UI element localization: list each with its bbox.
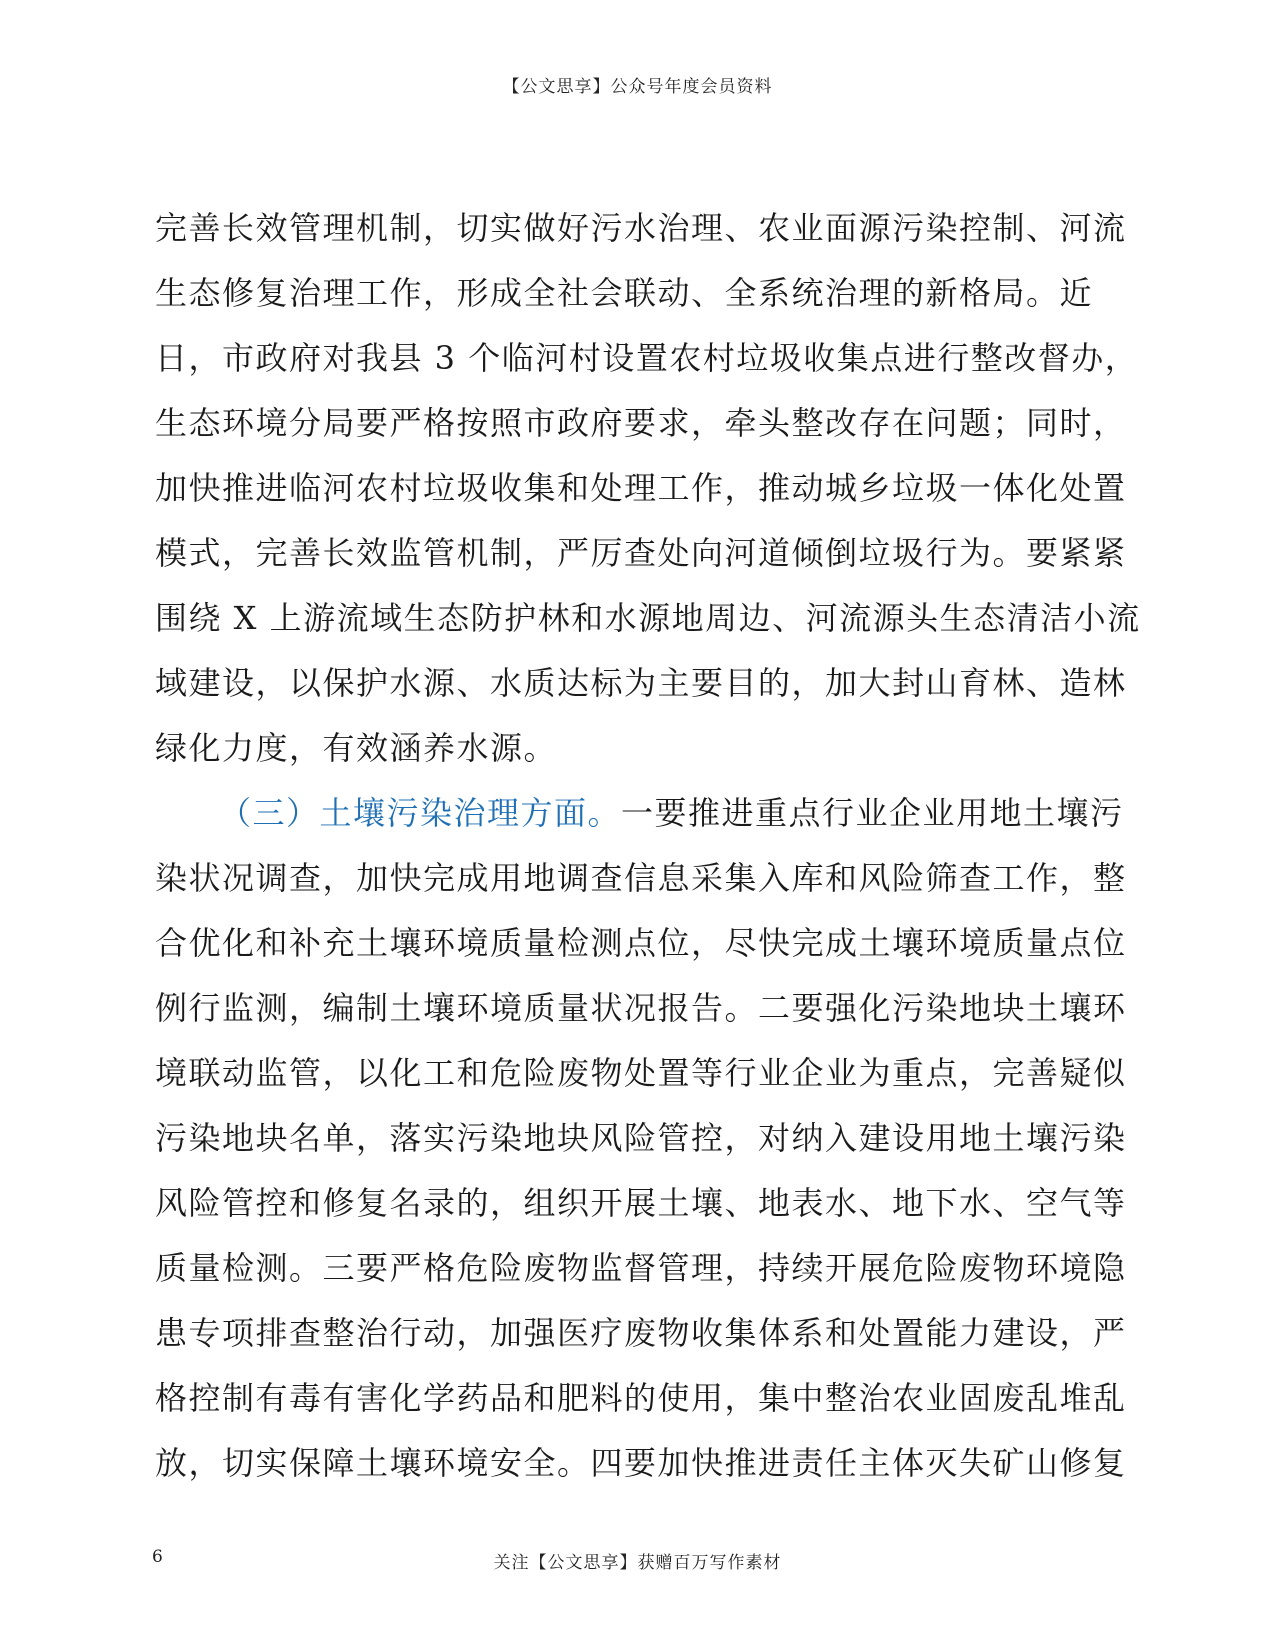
section-heading: （三）土壤污染治理方面。 [219, 794, 622, 832]
paragraph-line: 污染地块名单，落实污染地块风险管控，对纳入建设用地土壤污染 [155, 1119, 1127, 1157]
page-header: 【公文思享】公众号年度会员资料 [502, 77, 773, 97]
paragraph-line: 合优化和补充土壤环境质量检测点位，尽快完成土壤环境质量点位 [155, 924, 1127, 962]
paragraph-line: 放，切实保障土壤环境安全。四要加快推进责任主体灭失矿山修复 [155, 1444, 1127, 1482]
paragraph-line: 域建设，以保护水源、水质达标为主要目的，加大封山育林、造林 [155, 664, 1127, 702]
paragraph-line: 风险管控和修复名录的，组织开展土壤、地表水、地下水、空气等 [155, 1184, 1127, 1222]
paragraph-line: 加快推进临河农村垃圾收集和处理工作，推动城乡垃圾一体化处置 [155, 469, 1127, 507]
paragraph-line: 完善长效管理机制，切实做好污水治理、农业面源污染控制、河流 [155, 209, 1127, 247]
paragraph-line: 围绕 X 上游流域生态防护林和水源地周边、河流源头生态清洁小流 [155, 599, 1141, 637]
body-text [155, 196, 1141, 1496]
paragraph-line: 例行监测，编制土壤环境质量状况报告。二要强化污染地块土壤环 [155, 989, 1127, 1027]
page-footer: 关注【公文思享】获赠百万写作素材 [493, 1553, 782, 1573]
paragraph-line: 格控制有毒有害化学药品和肥料的使用，集中整治农业固废乱堆乱 [155, 1379, 1127, 1417]
paragraph-line: 染状况调查，加快完成用地调查信息采集入库和风险筛查工作，整 [155, 859, 1127, 897]
paragraph-line: 模式，完善长效监管机制，严厉查处向河道倾倒垃圾行为。要紧紧 [155, 534, 1127, 572]
section-first-line [155, 781, 1124, 846]
page-number: 6 [152, 1547, 163, 1567]
paragraph-line: 绿化力度，有效涵养水源。 [155, 729, 558, 767]
paragraph-line: 质量检测。三要严格危险废物监督管理，持续开展危险废物环境隐 [155, 1249, 1127, 1287]
paragraph-line: 日，市政府对我县 3 个临河村设置农村垃圾收集点进行整改督办， [155, 339, 1139, 377]
paragraph-line: 生态修复治理工作，形成全社会联动、全系统治理的新格局。近 [155, 274, 1094, 312]
paragraph-line: 生态环境分局要严格按照市政府要求，牵头整改存在问题；同时， [155, 404, 1127, 442]
section-first-line-text: 一要推进重点行业企业用地土壤污 [621, 794, 1124, 832]
paragraph-line: 患专项排查整治行动，加强医疗废物收集体系和处置能力建设，严 [155, 1314, 1127, 1352]
paragraph-line: 境联动监管，以化工和危险废物处置等行业企业为重点，完善疑似 [155, 1054, 1127, 1092]
